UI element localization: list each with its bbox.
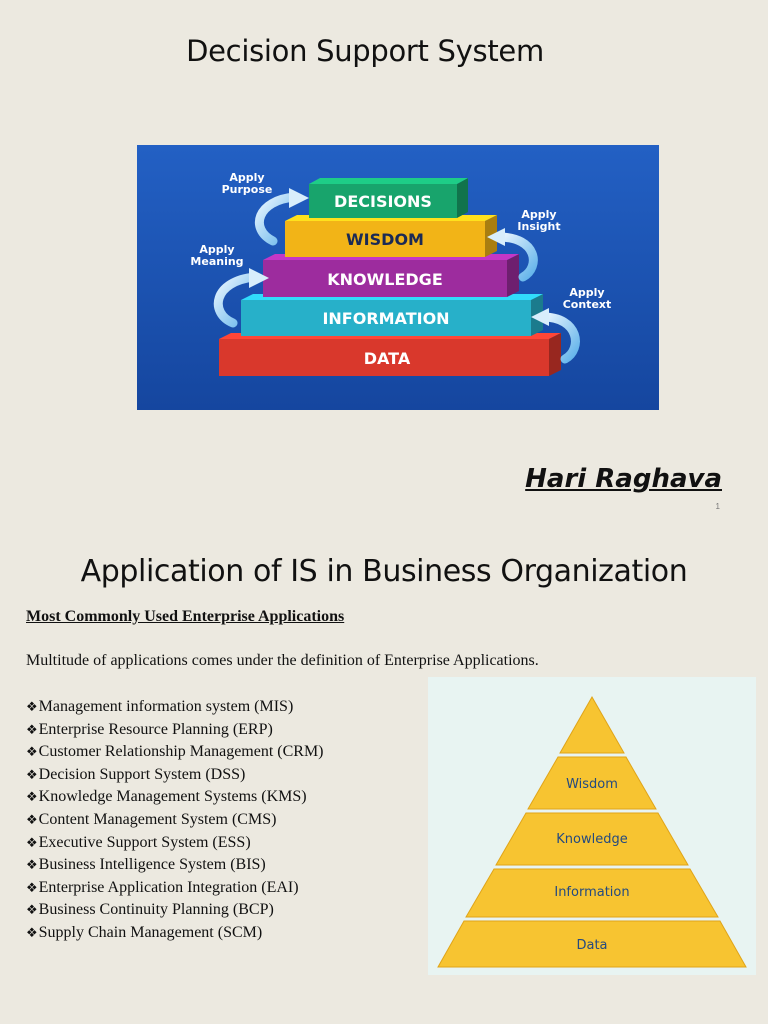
- step-information-label: INFORMATION: [322, 309, 450, 328]
- list-item: ❖ Customer Relationship Management (CRM): [26, 741, 324, 764]
- pyramid-apex: [560, 697, 624, 753]
- step-knowledge-side: [507, 254, 519, 297]
- step-data-label: DATA: [363, 349, 411, 368]
- list-item: ❖ Knowledge Management Systems (KMS): [26, 786, 324, 809]
- label-apply-insight-line1: Apply: [521, 208, 557, 221]
- pyramid-label-information: Information: [554, 885, 630, 900]
- list-item: ❖ Business Intelligence System (BIS): [26, 854, 324, 877]
- slide-application-of-is: [0, 512, 768, 1024]
- label-apply-meaning-line2: Meaning: [190, 255, 244, 268]
- step-data: [219, 333, 561, 376]
- list-item: ❖ Business Continuity Planning (BCP): [26, 899, 324, 922]
- pyramid-label-data: Data: [576, 938, 608, 953]
- label-apply-purpose-line1: Apply: [229, 171, 265, 184]
- dikw-pyramid-svg: [428, 677, 756, 975]
- list-item: ❖ Enterprise Application Integration (EAI): [26, 877, 324, 900]
- list-item: ❖ Decision Support System (DSS): [26, 764, 324, 787]
- step-data-side: [549, 333, 561, 376]
- dikw-pyramid-diagram: [428, 677, 756, 975]
- enterprise-applications-list: [26, 696, 324, 945]
- intro-text: Multitude of applications comes under the definition of Enterprise Applications.: [26, 652, 539, 669]
- step-decisions: [309, 178, 468, 218]
- slide-title: Decision Support System: [186, 34, 544, 68]
- step-decisions-side: [457, 178, 468, 218]
- step-wisdom: [285, 215, 497, 257]
- subheading: Most Commonly Used Enterprise Applications: [26, 608, 345, 625]
- slide-title: Application of IS in Business Organization: [80, 554, 688, 589]
- step-wisdom-label: WISDOM: [346, 230, 424, 249]
- step-decisions-top: [309, 178, 468, 184]
- label-apply-meaning-line1: Apply: [199, 243, 235, 256]
- label-apply-context-line1: Apply: [569, 286, 605, 299]
- dikw-staircase-svg: [137, 145, 659, 410]
- list-item: ❖ Supply Chain Management (SCM): [26, 922, 324, 945]
- page-number: 1: [715, 502, 720, 511]
- pyramid-label-wisdom: Wisdom: [566, 777, 618, 792]
- list-item: ❖ Management information system (MIS): [26, 696, 324, 719]
- list-item: ❖ Enterprise Resource Planning (ERP): [26, 719, 324, 742]
- dikw-staircase-diagram: [137, 145, 659, 410]
- label-apply-purpose-line2: Purpose: [221, 183, 273, 196]
- label-apply-insight-line2: Insight: [517, 220, 561, 233]
- pyramid-label-knowledge: Knowledge: [556, 832, 628, 847]
- step-knowledge: [263, 254, 519, 297]
- step-information: [241, 294, 543, 336]
- step-knowledge-label: KNOWLEDGE: [327, 270, 443, 289]
- list-item: ❖ Content Management System (CMS): [26, 809, 324, 832]
- list-item: ❖ Executive Support System (ESS): [26, 832, 324, 855]
- author-name: Hari Raghava: [525, 464, 722, 494]
- label-apply-context-line2: Context: [562, 298, 612, 311]
- step-decisions-label: DECISIONS: [334, 192, 432, 211]
